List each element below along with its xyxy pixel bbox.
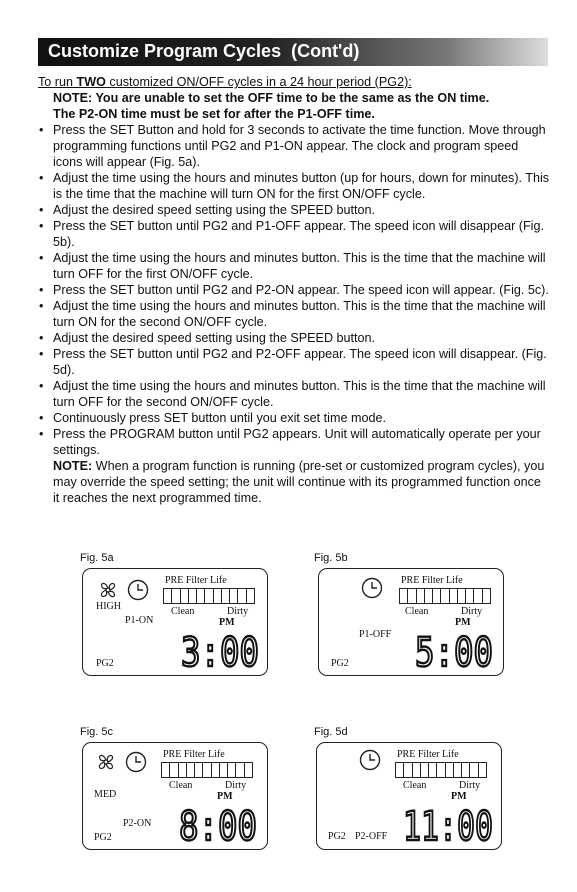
figure-label: Fig. 5b	[314, 552, 348, 564]
lcd-display-5a	[82, 568, 268, 676]
program-label: PG2	[331, 658, 349, 669]
fan-icon	[97, 579, 119, 601]
note-line: NOTE: You are unable to set the OFF time to be the same as the ON time.	[53, 91, 490, 105]
program-step-label: P1-ON	[125, 615, 154, 626]
clean-label: Clean	[171, 606, 195, 617]
dirty-label: Dirty	[225, 780, 247, 791]
step-item: • Press the SET button until PG2 and P1-OFF appear. The speed icon will disappear (Fig. 5b).	[38, 218, 550, 250]
step-item: • Press the SET button until PG2 and P2-OFF appear. The speed icon will disappear. (Fig. 5d).	[38, 346, 550, 378]
lcd-display-5c	[82, 742, 268, 850]
steps-list	[38, 122, 550, 458]
page-title: Customize Program Cycles (Cont'd)	[48, 41, 360, 61]
clean-label: Clean	[403, 780, 427, 791]
svg-text:5:00: 5:00	[415, 630, 493, 676]
intro-line	[38, 74, 550, 90]
pm-indicator: PM	[219, 617, 235, 628]
program-label: PG2	[94, 832, 112, 843]
step-item: • Adjust the time using the hours and minutes button (up for hours, down for minutes). This is the time that the machine will turn ON for the first ON/OFF cycle.	[38, 170, 550, 202]
dirty-label: Dirty	[459, 780, 481, 791]
figure-label: Fig. 5d	[314, 726, 348, 738]
dirty-label: Dirty	[461, 606, 483, 617]
filter-life-bar	[395, 762, 487, 778]
svg-text:3:00: 3:00	[181, 630, 259, 676]
program-label: PG2	[96, 658, 114, 669]
figure-label: Fig. 5c	[80, 726, 114, 738]
intro-prefix: To run	[38, 75, 77, 89]
lcd-display-5d	[316, 742, 502, 850]
section-header	[38, 38, 548, 66]
filter-life-bar	[161, 762, 253, 778]
instructions	[38, 74, 550, 506]
step-item: • Adjust the time using the hours and minutes button. This is the time that the machine will turn OFF for the second ON/OFF cycle.	[38, 378, 550, 410]
filter-life-label: PRE Filter Life	[401, 575, 463, 586]
pm-indicator: PM	[217, 791, 233, 802]
time-display	[401, 803, 493, 850]
svg-text:8:00: 8:00	[179, 804, 257, 850]
time-display	[179, 629, 259, 676]
pm-indicator: PM	[451, 791, 467, 802]
filter-life-label: PRE Filter Life	[397, 749, 459, 760]
clean-label: Clean	[405, 606, 429, 617]
clock-icon	[125, 751, 147, 773]
clock-icon	[359, 749, 381, 771]
step-item: • Press the SET Button and hold for 3 seconds to activate the time function. Move through programming functions until PG2 and P1-ON appear. The clock and program speed icons will appear (Fig. 5a).	[38, 122, 550, 170]
lcd-display-5b	[318, 568, 504, 676]
speed-label: MED	[94, 789, 117, 800]
intro-suffix: customized ON/OFF cycles in a 24 hour period (PG2):	[105, 75, 412, 89]
filter-life-bar	[163, 588, 255, 604]
step-item: • Adjust the time using the hours and minutes button. This is the time that the machine will turn OFF for the first ON/OFF cycle.	[38, 250, 550, 282]
clock-icon	[127, 579, 149, 601]
intro-emphasis: TWO	[76, 75, 106, 89]
note-line: The P2-ON time must be set for after the P1-OFF time.	[53, 107, 375, 121]
program-label: PG2	[328, 831, 346, 842]
step-item: • Press the PROGRAM button until PG2 appears. Unit will automatically operate per your settings.	[38, 426, 550, 458]
fan-icon	[95, 751, 117, 773]
svg-text:11:00: 11:00	[403, 804, 493, 850]
step-item: • Adjust the desired speed setting using the SPEED button.	[38, 202, 550, 218]
step-item: • Adjust the time using the hours and minutes button. This is the time that the machine will turn ON for the second ON/OFF cycle.	[38, 298, 550, 330]
clock-icon	[361, 577, 383, 599]
filter-life-label: PRE Filter Life	[163, 749, 225, 760]
time-display	[413, 629, 493, 676]
final-note	[38, 458, 550, 506]
figure-label: Fig. 5a	[80, 552, 114, 564]
final-note-label: NOTE:	[53, 459, 93, 473]
final-note-text: When a program function is running (pre-set or customized program cycles), you may override the speed setting; the unit will continue with its programmed function once it reaches the next programmed time.	[53, 459, 545, 505]
filter-life-label: PRE Filter Life	[165, 575, 227, 586]
pm-indicator: PM	[455, 617, 471, 628]
filter-life-bar	[399, 588, 491, 604]
time-display	[177, 803, 257, 850]
clean-label: Clean	[169, 780, 193, 791]
program-step-label: P2-OFF	[355, 831, 388, 842]
dirty-label: Dirty	[227, 606, 249, 617]
step-item: • Continuously press SET button until you exit set time mode.	[38, 410, 550, 426]
program-step-label: P2-ON	[123, 818, 152, 829]
program-step-label: P1-OFF	[359, 629, 392, 640]
step-item: • Press the SET button until PG2 and P2-ON appear. The speed icon will appear. (Fig. 5c).	[38, 282, 550, 298]
step-item: • Adjust the desired speed setting using the SPEED button.	[38, 330, 550, 346]
speed-label: HIGH	[96, 601, 121, 612]
